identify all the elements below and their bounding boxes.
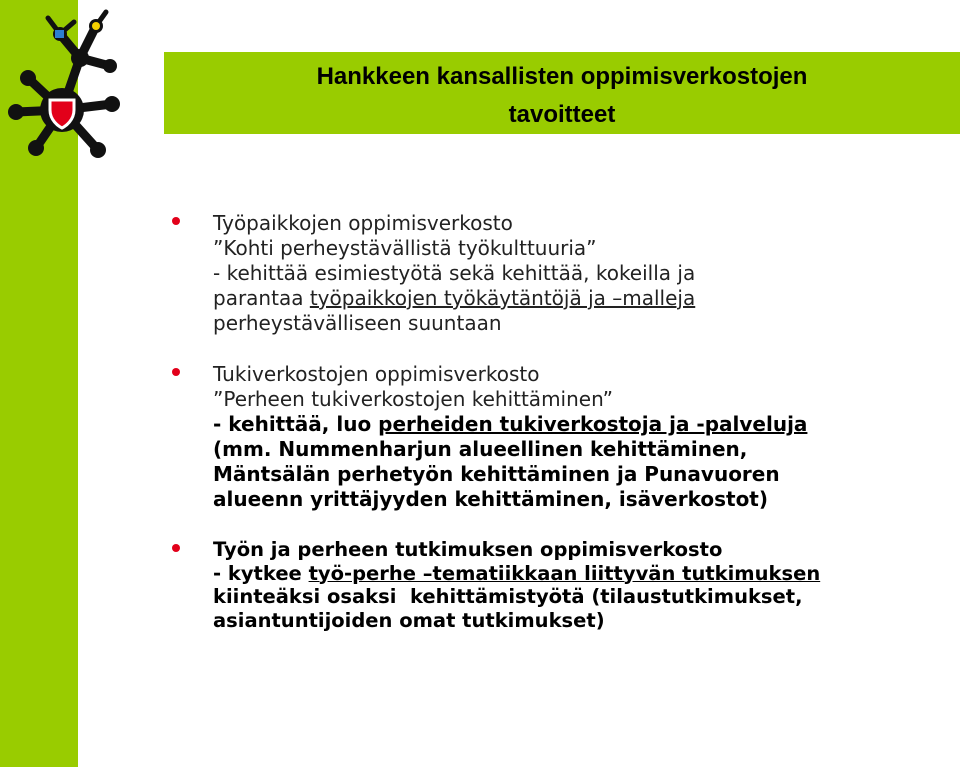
text-segment: - kytkee xyxy=(213,561,309,585)
text-line xyxy=(213,412,942,437)
text-segment: parantaa xyxy=(213,286,310,310)
text-line: perheystävälliseen suuntaan xyxy=(213,311,502,335)
bullet-dot-icon xyxy=(172,544,180,552)
text-line xyxy=(213,562,942,586)
text-line: alueenn yrittäjyyden kehittäminen, isäverkostot) xyxy=(213,487,769,511)
text-line: Työpaikkojen oppimisverkosto xyxy=(213,211,513,235)
text-line: Mäntsälän perhetyön kehittäminen ja Punavuoren xyxy=(213,462,780,486)
text-segment: - kehittää, luo xyxy=(213,412,379,436)
bullet-item-workplace-network xyxy=(172,211,942,336)
text-line: asiantuntijoiden omat tutkimukset) xyxy=(213,608,605,632)
text-line: Tukiverkostojen oppimisverkosto xyxy=(213,362,540,386)
slide-title xyxy=(164,58,960,134)
underlined-text: työ-perhe –tematiikkaan liittyvän tutkimuksen xyxy=(308,561,821,585)
text-line: (mm. Nummenharjun alueellinen kehittäminen, xyxy=(213,437,748,461)
bullet-dot-icon xyxy=(172,217,180,225)
bullet-dot-icon xyxy=(172,368,180,376)
text-line: ”Perheen tukiverkostojen kehittäminen” xyxy=(213,387,614,411)
underlined-text: työpaikkojen työkäytäntöjä ja –malleja xyxy=(309,286,696,310)
text-line: ”Kohti perheystävällistä työkulttuuria” xyxy=(213,236,597,260)
bullet-item-research-network xyxy=(172,538,942,632)
network-logo-icon xyxy=(0,0,140,170)
text-line: kiinteäksi osaksi kehittämistyötä (tilaustutkimukset, xyxy=(213,585,803,608)
title-line-1: Hankkeen kansallisten oppimisverkostojen xyxy=(316,63,808,90)
bullet-list xyxy=(172,211,942,658)
bullet-item-support-network xyxy=(172,362,942,512)
text-line xyxy=(213,286,942,311)
underlined-text: perheiden tukiverkostoja ja -palveluja xyxy=(378,412,808,436)
title-line-2: tavoitteet xyxy=(508,101,616,128)
text-line: - kehittää esimiestyötä sekä kehittää, kokeilla ja xyxy=(213,261,696,285)
text-line: Työn ja perheen tutkimuksen oppimisverkosto xyxy=(213,538,723,561)
